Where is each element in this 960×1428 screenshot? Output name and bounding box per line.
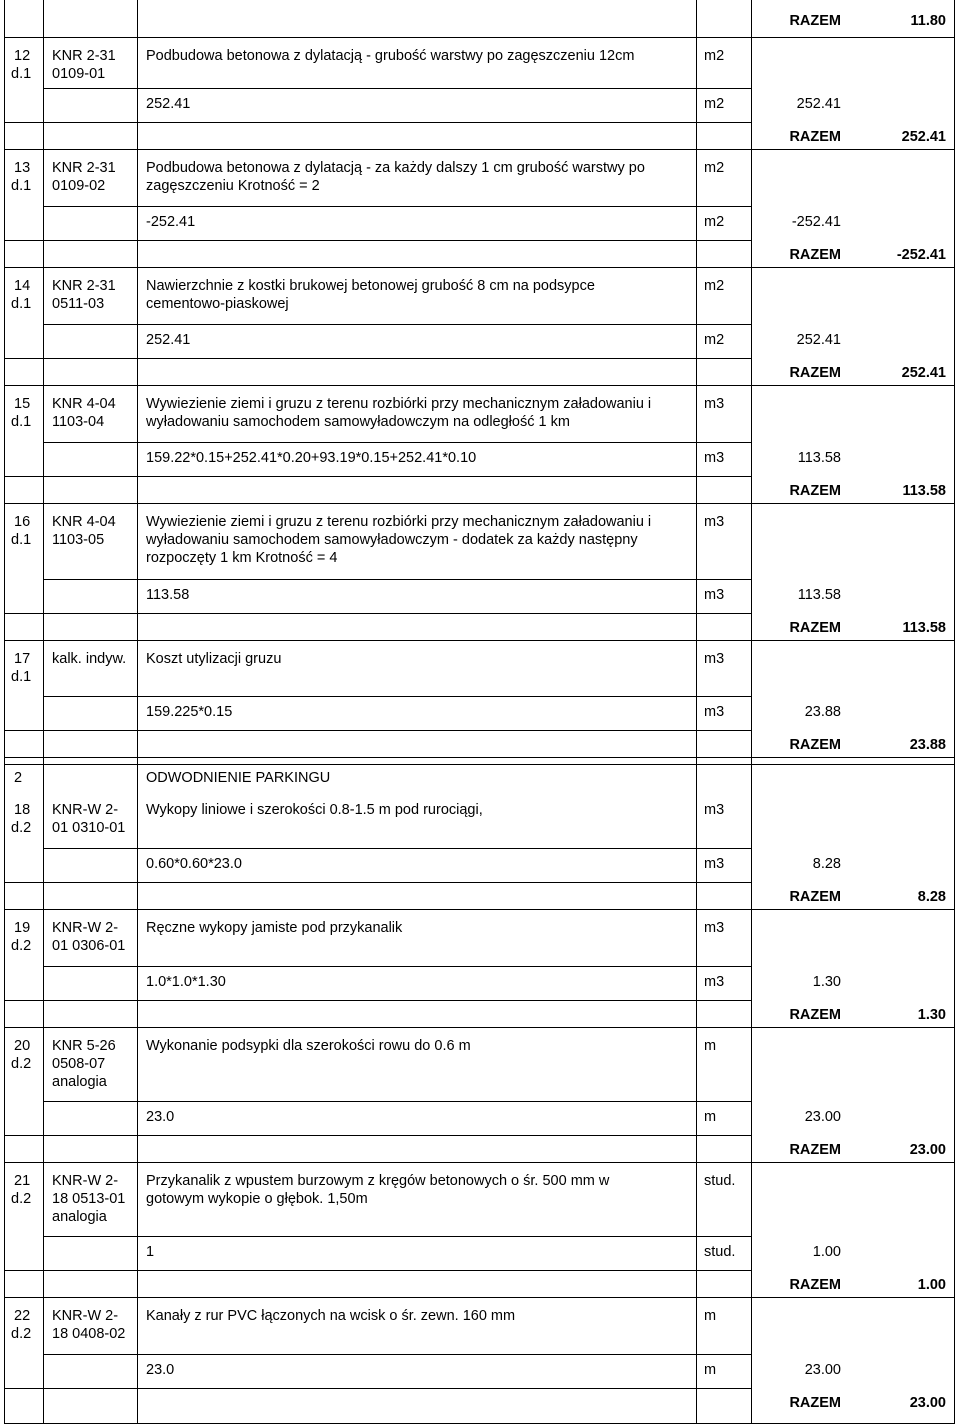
calc-result: 113.58 [797,587,841,603]
calc-unit: m3 [704,974,725,990]
calc-result: 23.00 [804,1362,841,1378]
position-description: zagęszczeniu Krotność = 2 [146,178,320,194]
calc-unit: m [704,1362,717,1378]
position-unit: m3 [704,802,725,818]
calc-row-line [43,1101,751,1102]
total-row-line [4,1270,751,1271]
calc-expression: -252.41 [146,214,196,230]
position-number: 15 [14,396,31,412]
calc-result: 252.41 [796,96,841,112]
total-value: 23.00 [909,1395,946,1411]
position-unit: m3 [704,920,725,936]
position-number: 22 [14,1308,31,1324]
position-code: 01 0310-01 [52,820,126,836]
total-value: 11.80 [910,13,946,29]
total-value: 113.58 [902,620,946,636]
position-sub: d.2 [11,938,32,954]
position-description: Wykonanie podsypki dla szerokości rowu do 0.6 m [146,1038,471,1054]
position-description: Podbudowa betonowa z dylatacją - grubość warstwy po zagęszczeniu 12cm [146,48,635,64]
position-number: 21 [14,1173,31,1189]
total-value: -252.41 [896,247,946,263]
position-description: wyładowaniu samochodem samowyładowczym na odległość 1 km [146,414,570,430]
position-number: 13 [14,160,31,176]
position-code: 1103-05 [52,532,105,548]
calc-row-line [43,696,751,697]
calc-expression: 113.58 [146,587,190,603]
section-line [4,764,955,765]
position-sub: d.1 [11,414,32,430]
calc-row-line [43,1354,751,1355]
row-separator [4,1162,955,1163]
position-unit: stud. [704,1173,736,1189]
position-code: analogia [52,1209,107,1225]
calc-unit: m2 [704,96,725,112]
table-border-right [954,0,955,1424]
calc-result: 252.41 [796,332,841,348]
position-sub: d.2 [11,1056,32,1072]
position-code: KNR 4-04 [52,396,116,412]
row-separator [4,909,955,910]
position-code: KNR 2-31 [52,278,116,294]
calc-expression: 252.41 [146,332,191,348]
calc-unit: m3 [704,587,725,603]
row-separator [4,1027,955,1028]
position-number: 14 [14,278,31,294]
calc-unit: m2 [704,214,725,230]
calc-row-line [43,324,751,325]
total-label: RAZEM [789,1142,841,1158]
table-border-col-qty [751,0,752,1424]
position-unit: m [704,1038,717,1054]
total-value: 252.41 [901,365,946,381]
calc-expression: 1 [146,1244,155,1260]
calc-row-line [43,442,751,443]
calc-expression: 0.60*0.60*23.0 [146,856,242,872]
row-separator [4,503,955,504]
position-unit: m3 [704,651,725,667]
position-number: 20 [14,1038,31,1054]
position-code: KNR-W 2- [52,1173,119,1189]
position-description: Nawierzchnie z kostki brukowej betonowej grubość 8 cm na podsypce [146,278,595,294]
calc-result: 23.00 [804,1109,841,1125]
total-row-line [4,882,751,883]
position-number: 12 [14,48,31,64]
position-number: 16 [14,514,31,530]
calc-row-line [43,848,751,849]
calc-result: 1.00 [812,1244,841,1260]
position-sub: d.1 [11,178,32,194]
total-label: RAZEM [789,129,841,145]
position-code: 0508-07 [52,1056,106,1072]
total-label: RAZEM [789,483,841,499]
total-row-line [4,476,751,477]
position-unit: m3 [704,514,725,530]
calc-result: 8.28 [812,856,841,872]
position-code: 18 0408-02 [52,1326,126,1342]
table-border-col-code [137,0,138,1424]
position-code: 18 0513-01 [52,1191,126,1207]
position-sub: d.1 [11,532,32,548]
calc-row-line [43,206,751,207]
total-value: 1.30 [917,1007,946,1023]
position-description: gotowym wykopie o głębok. 1,50m [146,1191,368,1207]
table-border-col-no [43,0,44,1424]
total-value: 8.28 [917,889,946,905]
position-sub: d.1 [11,66,32,82]
total-label: RAZEM [789,620,841,636]
calc-expression: 159.225*0.15 [146,704,233,720]
position-code: KNR 4-04 [52,514,116,530]
position-code: 0511-03 [52,296,105,312]
row-separator [4,1297,955,1298]
total-value: 23.88 [909,737,946,753]
row-separator [4,149,955,150]
section-title: ODWODNIENIE PARKINGU [146,770,331,786]
position-unit: m2 [704,278,725,294]
calc-result: 23.88 [804,704,841,720]
position-sub: d.1 [11,296,32,312]
row-separator [4,37,955,38]
position-unit: m2 [704,48,725,64]
position-description: Wywiezienie ziemi i gruzu z terenu rozbiórki przy mechanicznym załadowaniu i [146,514,652,530]
total-value: 113.58 [902,483,946,499]
position-description: Kanały z rur PVC łączonych na wcisk o śr. zewn. 160 mm [146,1308,516,1324]
position-description: Ręczne wykopy jamiste pod przykanalik [146,920,403,936]
total-row-line [4,240,751,241]
calc-expression: 1.0*1.0*1.30 [146,974,226,990]
total-row-line [4,1135,751,1136]
calc-result: 1.30 [812,974,841,990]
position-description: rozpoczęty 1 km Krotność = 4 [146,550,338,566]
calc-expression: 23.0 [146,1362,175,1378]
position-code: KNR 2-31 [52,48,116,64]
position-sub: d.2 [11,1191,32,1207]
position-description: wyładowaniu samochodem samowyładowczym - dodatek za każdy następny [146,532,638,548]
position-unit: m2 [704,160,725,176]
calc-expression: 23.0 [146,1109,175,1125]
position-code: analogia [52,1074,107,1090]
calc-row-line [43,88,751,89]
calc-unit: m2 [704,332,725,348]
position-sub: d.2 [11,1326,32,1342]
position-code: KNR-W 2- [52,802,119,818]
position-description: cementowo-piaskowej [146,296,289,312]
total-row-line [4,122,751,123]
calc-expression: 252.41 [146,96,191,112]
row-separator [4,267,955,268]
calc-unit: m3 [704,856,725,872]
row-separator [4,385,955,386]
position-number: 18 [14,802,31,818]
total-label: RAZEM [789,889,841,905]
total-value: 23.00 [909,1142,946,1158]
calc-result: 113.58 [797,450,841,466]
table-border-left [4,0,5,1424]
calc-unit: m3 [704,704,725,720]
total-label: RAZEM [789,737,841,753]
position-code: kalk. indyw. [52,651,127,667]
total-label: RAZEM [789,13,841,29]
position-code: KNR 5-26 [52,1038,116,1054]
position-code: KNR-W 2- [52,1308,119,1324]
calc-unit: stud. [704,1244,736,1260]
table-border-col-unit [696,0,697,1424]
row-separator [4,757,955,758]
calc-expression: 159.22*0.15+252.41*0.20+93.19*0.15+252.41*0.10 [146,450,477,466]
table-bottom [4,1423,955,1424]
row-separator [4,640,955,641]
calc-unit: m3 [704,450,725,466]
total-value: 1.00 [917,1277,946,1293]
total-row-line [4,358,751,359]
position-sub: d.2 [11,820,32,836]
position-code: 01 0306-01 [52,938,126,954]
total-label: RAZEM [789,1277,841,1293]
position-description: Przykanalik z wpustem burzowym z kręgów betonowych o śr. 500 mm w [146,1173,610,1189]
total-row-line [4,730,751,731]
position-code: 0109-02 [52,178,106,194]
position-number: 19 [14,920,31,936]
position-sub: d.1 [11,669,32,685]
position-code: 0109-01 [52,66,106,82]
calc-result: -252.41 [791,214,841,230]
total-row-line [4,1000,751,1001]
calc-unit: m [704,1109,717,1125]
calc-row-line [43,1236,751,1237]
position-code: 1103-04 [52,414,105,430]
position-code: KNR 2-31 [52,160,116,176]
total-row-line [4,1388,751,1389]
position-description: Koszt utylizacji gruzu [146,651,282,667]
total-label: RAZEM [789,1007,841,1023]
position-number: 17 [14,651,31,667]
total-label: RAZEM [789,247,841,263]
total-value: 252.41 [901,129,946,145]
total-row-line [4,613,751,614]
total-label: RAZEM [789,1395,841,1411]
position-description: Wywiezienie ziemi i gruzu z terenu rozbiórki przy mechanicznym załadowaniu i [146,396,652,412]
position-unit: m3 [704,396,725,412]
position-unit: m [704,1308,717,1324]
section-number: 2 [14,770,23,786]
total-label: RAZEM [789,365,841,381]
calc-row-line [43,966,751,967]
position-code: KNR-W 2- [52,920,119,936]
calc-row-line [43,579,751,580]
position-description: Wykopy liniowe i szerokości 0.8-1.5 m pod rurociągi, [146,802,483,818]
position-description: Podbudowa betonowa z dylatacją - za każdy dalszy 1 cm grubość warstwy po [146,160,645,176]
